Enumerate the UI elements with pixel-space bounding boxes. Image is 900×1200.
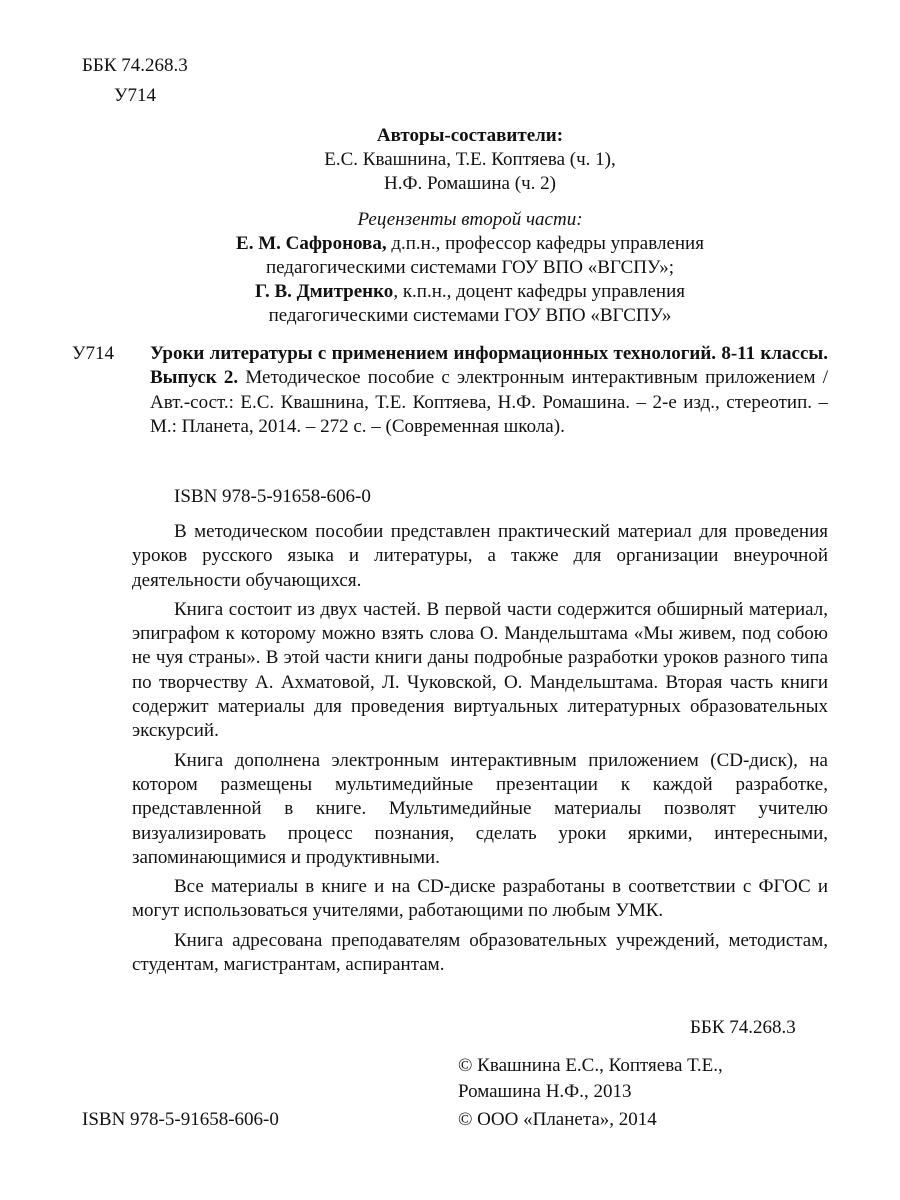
- authors-block: [150, 124, 790, 196]
- reviewer-2: [150, 280, 790, 304]
- description-paragraph-5: Книга адресована преподавателям образовательных учреждений, методистам, студентам, магистрантам, аспирантам.: [132, 929, 828, 976]
- description: [132, 520, 828, 982]
- reviewer-1-affiliation: педагогическими системами ГОУ ВПО «ВГСПУ»;: [265, 257, 675, 278]
- copyright-authors: © Квашнина Е.С., Коптяева Т.Е.,: [458, 1055, 723, 1076]
- copyright-publisher: © ООО «Планета», 2014: [458, 1109, 657, 1130]
- description-paragraph-1: В методическом пособии представлен практический материал для проведения уроков русского языка и литературы, а также для организации внеурочной деятельности обучающихся.: [132, 521, 828, 591]
- reviewers-block: [150, 208, 790, 328]
- catalog-isbn: ISBN 978-5-91658-606-0: [174, 486, 371, 507]
- catalog-title: Уроки литературы с применением информационных технологий. 8-11 классы. Выпуск 2.: [150, 343, 828, 389]
- udc-index: У714: [114, 85, 156, 106]
- description-paragraph-2: Книга состоит из двух частей. В первой части содержится обширный материал, эпиграфом к которому можно взять слова О. Мандельштама «Мы живем, под собою не чуя страны». В этой части книги даны подробные разработки уроков разного типа по творчеству А. Ахматовой, Л. Чуковской, О. Мандельштама. Вторая часть книги содержит материалы для проведения виртуальных литературных образовательных экскурсий.: [132, 598, 828, 742]
- reviewers-heading: Рецензенты второй части:: [357, 209, 583, 230]
- catalog-entry: [150, 342, 828, 439]
- authors-line-2: Н.Ф. Ромашина (ч. 2): [384, 173, 556, 194]
- reviewer-1: [150, 232, 790, 256]
- description-paragraph-3: Книга дополнена электронным интерактивным приложением (CD-диск), на котором размещены мультимедийные презентации к каждой разработке, представленной в книге. Мультимедийные материалы позволят учителю визуализировать процесс познания, сделать уроки яркими, интересными, запоминающимися и продуктивными.: [132, 749, 828, 868]
- reviewer-2-name: Г. В. Дмитренко: [255, 281, 394, 302]
- reviewer-1-name: Е. М. Сафронова,: [236, 233, 387, 254]
- authors-heading: Авторы-составители:: [376, 125, 564, 146]
- reviewer-2-title: , к.п.н., доцент кафедры управления: [393, 281, 685, 302]
- copyright-authors-line-2: Ромашина Н.Ф., 2013: [458, 1081, 632, 1102]
- footer-bbk: ББК 74.268.3: [690, 1017, 796, 1038]
- bbk-index: ББК 74.268.3: [82, 55, 188, 76]
- catalog-details: Методическое пособие с электронным интерактивным приложением / Авт.-сост.: Е.С. Квашнина, Т.Е. Коптяева, Н.Ф. Ромашина. – 2-е изд., стереотип. – М.: Планета, 2014. – 272 с. – (Современная школа).: [150, 367, 828, 437]
- footer-isbn: ISBN 978-5-91658-606-0: [82, 1109, 279, 1130]
- reviewer-1-title: д.п.н., профессор кафедры управления: [386, 233, 704, 254]
- description-paragraph-4: Все материалы в книге и на CD-диске разработаны в соответствии с ФГОС и могут использоваться учителями, работающими по любым УМК.: [132, 876, 828, 922]
- reviewer-2-affiliation: педагогическими системами ГОУ ВПО «ВГСПУ»: [268, 305, 672, 326]
- catalog-code: У714: [72, 343, 114, 364]
- authors-line-1: Е.С. Квашнина, Т.Е. Коптяева (ч. 1),: [324, 149, 616, 170]
